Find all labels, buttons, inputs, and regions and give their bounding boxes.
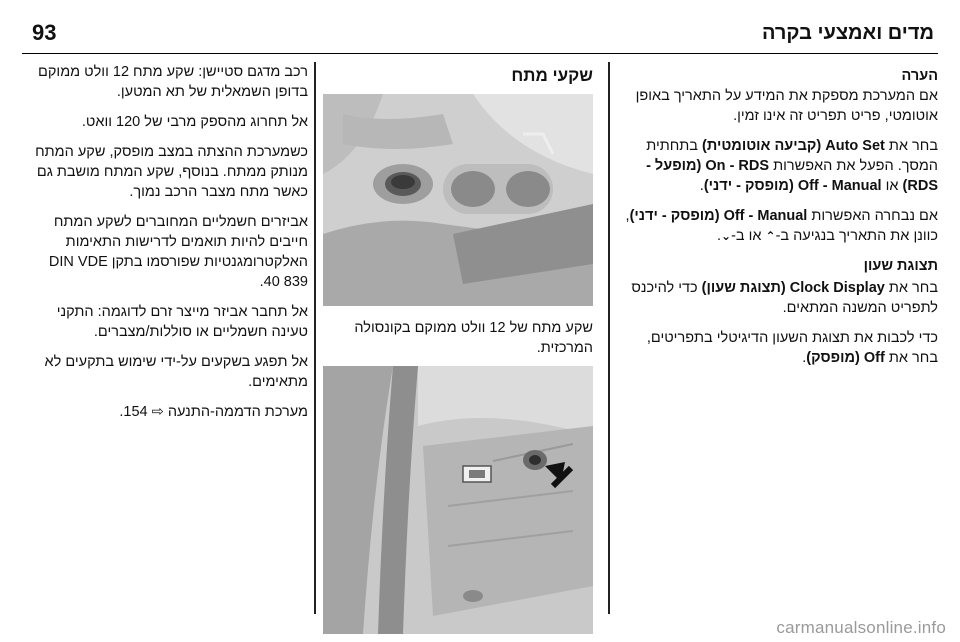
note-text: אם המערכת מספקת את המידע על התאריך באופן אוטומטי, פריט תפריט זה אינו זמין.	[635, 88, 938, 124]
right-column	[622, 66, 938, 378]
trunk-socket-photo	[323, 366, 593, 634]
emc-paragraph: אביזרים חשמליים המחוברים לשקע המתח חייבים להיות תואמים לדרישות התאימות האלקטרומגנטיות שפורסמו בתקן DIN VDE 40 839.	[48, 214, 308, 290]
off-manual-label: Off - Manual (מופסק - ידני)	[703, 178, 882, 194]
console-socket-illustration	[323, 94, 593, 306]
page-header	[22, 14, 938, 54]
clock-off-paragraph: כדי לכבות את תצוגת השעון הדיגיטלי בתפריטים, בחר את Off (מופסק).	[646, 330, 938, 366]
middle-column	[323, 66, 593, 634]
on-rds-label: On - RDS (מופעל - RDS)	[646, 158, 938, 194]
clock-display-label: Clock Display (תצוגת שעון)	[701, 280, 885, 296]
trunk-socket-illustration	[323, 366, 593, 634]
unsuitable-plugs-paragraph: אל תפגע בשקעים על-ידי שימוש בתקעים לא מתאימים.	[44, 354, 308, 390]
wagon-socket-paragraph: רכב מדגם סטיישן: שקע מתח 12 וולט ממוקם בדופן השמאלית של תא המטען.	[38, 64, 308, 100]
watermark: carmanualsonline.info	[776, 618, 946, 637]
off-label: Off (מופסק)	[806, 350, 885, 366]
left-column	[32, 62, 308, 432]
charging-devices-paragraph: אל תחבר אביזר מייצר זרם לדוגמה: התקני טעינה חשמליים או סוללות/מצברים.	[56, 304, 308, 340]
chevron-up-icon: ⌃	[765, 229, 776, 243]
ignition-paragraph: כשמערכת ההצתה במצב מופסק, שקע המתח מנותק ממתח. בנוסף, שקע המתח מושבת גם כאשר מתח מצבר הרכב נמוך.	[35, 144, 308, 200]
console-socket-photo	[323, 94, 593, 306]
manual-date-paragraph: אם נבחרה האפשרות Off - Manual (מופסק - ידני), כוונן את התאריך בנגיעה ב-⌃ או ב-⌄.	[625, 208, 938, 244]
clock-display-paragraph: בחר את Clock Display (תצוגת שעון) כדי להיכנס לתפריט המשנה המתאים.	[631, 280, 938, 316]
note-title: הערה	[901, 68, 938, 84]
max-power-paragraph: אל תחרוג מהספק מרבי של 120 וואט.	[81, 114, 308, 130]
auto-set-label: Auto Set (קביעה אוטומטית)	[702, 138, 885, 154]
off-manual-label: Off - Manual (מופסק - ידני)	[629, 208, 808, 224]
column-divider	[608, 62, 610, 614]
chapter-title: מדים ואמצעי בקרה	[761, 22, 934, 44]
chevron-down-icon: ⌄	[721, 229, 732, 243]
socket-caption: שקע מתח של 12 וולט ממוקם בקונסולה המרכזית.	[354, 320, 593, 356]
column-divider	[314, 62, 316, 614]
start-stop-reference: מערכת הדממה-התנעה ⇨ 154.	[119, 404, 308, 420]
section-title: שקעי מתח	[511, 66, 593, 85]
clock-display-title: תצוגת שעון	[863, 258, 938, 274]
page-number: 93	[32, 20, 57, 45]
auto-set-paragraph: בחר את Auto Set (קביעה אוטומטית) בתחתית המסך. הפעל את האפשרות On - RDS (מופעל - RDS) או Off - Manual (מופסק - ידני).	[646, 138, 938, 194]
page-reference-icon: ⇨	[151, 404, 164, 420]
